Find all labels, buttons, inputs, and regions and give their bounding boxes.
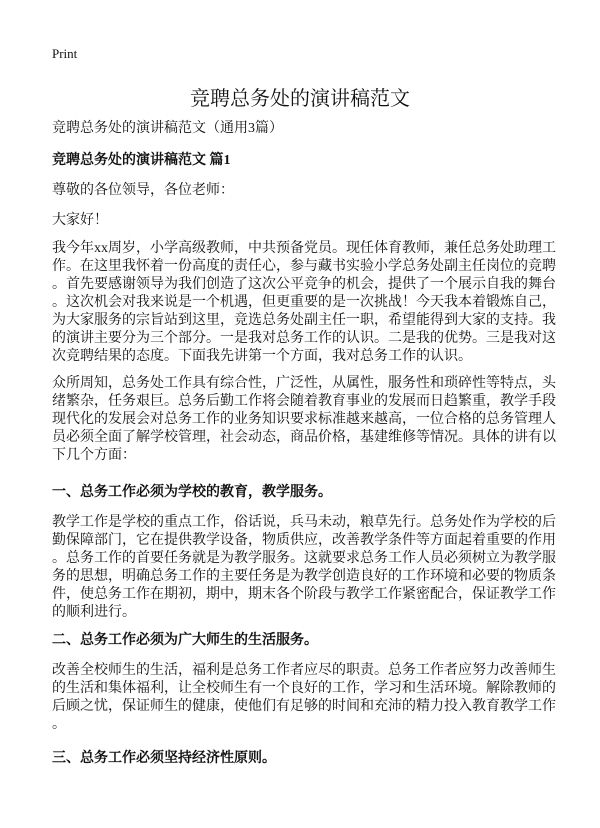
text-line: 。总务工作的首要任务就是为教学服务。这就要求总务工作人员必须树立为教学服 xyxy=(52,551,556,566)
text-line: 众所周知，总务处工作具有综合性，广泛性，从属性，服务性和琐碎性等特点，头 xyxy=(52,376,556,391)
text-line: 的演讲主要分为三个部分。一是我对总务工作的认识。二是我的优势。三是我对这 xyxy=(52,331,556,346)
section-1-heading: 一、总务工作必须为学校的教育，教学服务。 xyxy=(52,485,332,500)
greeting: 尊敬的各位领导，各位老师： xyxy=(52,183,234,198)
section-3-heading: 三、总务工作必须坚持经济性原则。 xyxy=(52,751,276,766)
text-line: 改善全校师生的生活，福利是总务工作者应尽的职责。总务工作者应努力改善师生 xyxy=(52,663,556,678)
text-line: 下几个方面： xyxy=(52,448,136,463)
paragraph-3 xyxy=(52,514,562,622)
subtitle: 竞聘总务处的演讲稿范文（通用3篇） xyxy=(52,121,283,136)
text-line: 作。在这里我怀着一份高度的责任心，参与藏书实验小学总务处副主任岗位的竞聘 xyxy=(52,259,556,274)
document-title: 竞聘总务处的演讲稿范文 xyxy=(190,88,410,110)
text-line: 的生活和集体福利，让全校师生有一个良好的工作，学习和生活环境。解除教师的 xyxy=(52,681,556,696)
text-line: 我今年xx周岁，小学高级教师，中共预备党员。现任体育教师，兼任总务处助理工 xyxy=(52,241,556,256)
paragraph-1 xyxy=(52,240,562,366)
text-line: 。这次机会对我来说是一个机遇，但更重要的是一次挑战！今天我本着锻炼自己， xyxy=(52,295,556,310)
text-line: 教学工作是学校的重点工作，俗话说，兵马未动，粮草先行。总务处作为学校的后 xyxy=(52,515,556,530)
print-link[interactable]: Print xyxy=(52,46,78,61)
text-line: 为大家服务的宗旨站到这里，竞选总务处副主任一职，希望能得到大家的支持。我 xyxy=(52,313,556,328)
text-line: 后顾之忧，保证师生的健康，使他们有足够的时间和充沛的精力投入教育教学工作 xyxy=(52,699,556,714)
text-line: 务的思想，明确总务工作的主要任务是为教学创造良好的工作环境和必要的物质条 xyxy=(52,569,556,584)
paragraph-4 xyxy=(52,662,562,734)
section-2-heading: 二、总务工作必须为广大师生的生活服务。 xyxy=(52,633,318,648)
text-line: 件，使总务工作在期初，期中，期末各个阶段与教学工作紧密配合，保证教学工作 xyxy=(52,587,556,602)
text-line: 勤保障部门，它在提供教学设备，物质供应，改善教学条件等方面起着重要的作用 xyxy=(52,533,556,548)
text-line: 次竞聘结果的态度。下面我先讲第一个方面，我对总务工作的认识。 xyxy=(52,349,472,364)
text-line: 绪繁杂，任务艰巨。总务后勤工作将会随着教育事业的发展而日趋繁重，教学手段 xyxy=(52,394,556,409)
text-line: 员必须全面了解学校管理，社会动态，商品价格，基建维修等情况。具体的讲有以 xyxy=(52,430,556,445)
text-line: 的顺利进行。 xyxy=(52,605,136,620)
article-heading: 竞聘总务处的演讲稿范文 篇1 xyxy=(52,153,231,168)
hello: 大家好！ xyxy=(52,213,108,228)
text-line: 。首先要感谢领导为我们创造了这次公平竞争的机会，提供了一个展示自我的舞台 xyxy=(52,277,556,292)
text-line: 。 xyxy=(52,717,66,732)
paragraph-2 xyxy=(52,375,562,465)
text-line: 现代化的发展会对总务工作的业务知识要求标准越来越高，一位合格的总务管理人 xyxy=(52,412,556,427)
